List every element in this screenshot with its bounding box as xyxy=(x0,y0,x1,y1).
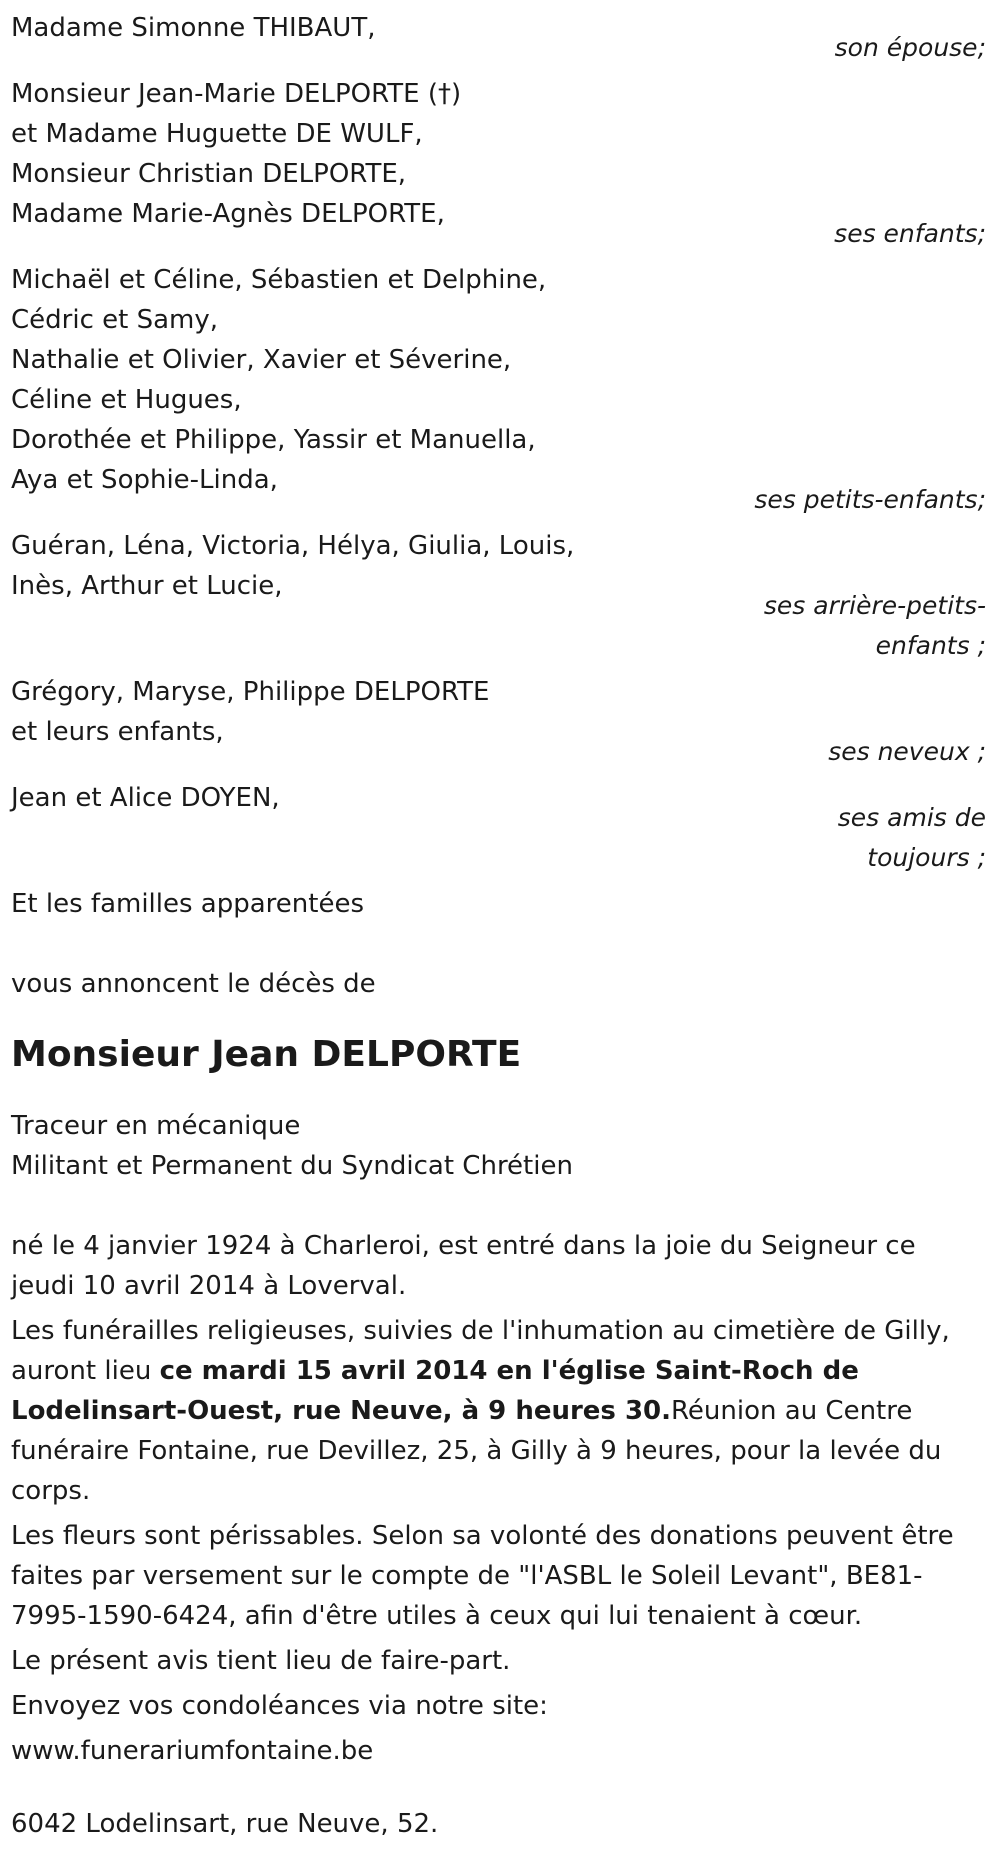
family-group-nephews xyxy=(11,672,986,772)
family-line: Grégory, Maryse, Philippe DELPORTE xyxy=(11,677,490,707)
birth-death-paragraph: né le 4 janvier 1924 à Charleroi, est entré dans la joie du Seigneur ce jeudi 10 avril 2014 à Loverval. xyxy=(11,1231,916,1301)
family-role: toujours ; xyxy=(867,843,986,872)
family-role: ses amis de xyxy=(837,803,986,832)
family-line: Jean et Alice DOYEN, xyxy=(11,783,280,813)
funeral-paragraph xyxy=(11,1311,986,1511)
family-line: Aya et Sophie-Linda, xyxy=(11,465,278,495)
family-group-children xyxy=(11,74,986,254)
family-line: Dorothée et Philippe, Yassir et Manuella, xyxy=(11,425,536,455)
family-group-grandchildren xyxy=(11,260,986,520)
family-role: ses petits-enfants; xyxy=(754,485,986,514)
flowers-paragraph: Les fleurs sont périssables. Selon sa volonté des donations peuvent être faites par versement sur le compte de "l'ASBL le Soleil Levant", BE81-7995-1590-6424, afin d'être utiles à ceux qui lui tenaient à cœur. xyxy=(11,1521,954,1631)
family-line: Michaël et Céline, Sébastien et Delphine, xyxy=(11,265,547,295)
condolences-paragraph: Envoyez vos condoléances via notre site: xyxy=(11,1691,548,1721)
family-role: enfants ; xyxy=(875,631,986,660)
obituary-page xyxy=(11,8,986,1849)
announce-line: vous annoncent le décès de xyxy=(11,969,376,999)
family-role: son épouse; xyxy=(834,33,986,62)
family-line: Monsieur Jean-Marie DELPORTE (†) xyxy=(11,79,462,109)
family-line: Monsieur Christian DELPORTE, xyxy=(11,159,407,189)
family-group-friends xyxy=(11,778,986,878)
funeral-details: ce mardi 15 avril 2014 en l'église Saint-Roch de Lodelinsart-Ouest, rue Neuve, à 9 heures 30. xyxy=(11,1356,859,1426)
deceased-name: Monsieur Jean DELPORTE xyxy=(11,1034,522,1075)
profession-line: Militant et Permanent du Syndicat Chrétien xyxy=(11,1151,573,1181)
funeral-intro: Les funérailles religieuses, suivies de l'inhumation au cimetière de Gilly, auront lieu xyxy=(11,1316,950,1386)
family-line: Nathalie et Olivier, Xavier et Séverine, xyxy=(11,345,512,375)
family-line: Madame Marie-Agnès DELPORTE, xyxy=(11,199,445,229)
family-role: ses enfants; xyxy=(834,219,986,248)
family-line: Céline et Hugues, xyxy=(11,385,242,415)
website-link[interactable]: www.funerariumfontaine.be xyxy=(11,1736,374,1766)
address-line: 6042 Lodelinsart, rue Neuve, 52. xyxy=(11,1809,439,1839)
family-line: et leurs enfants, xyxy=(11,717,224,747)
family-line: Inès, Arthur et Lucie, xyxy=(11,571,283,601)
family-group-spouse xyxy=(11,8,986,68)
family-group-great-grandchildren xyxy=(11,526,986,666)
funeral-gathering: Réunion au Centre funéraire Fontaine, rue Devillez, 25, à Gilly à 9 heures, pour la levée du corps. xyxy=(11,1396,942,1506)
family-line: et Madame Huguette DE WULF, xyxy=(11,119,423,149)
family-role: ses arrière-petits- xyxy=(763,591,986,620)
notice-paragraph: Le présent avis tient lieu de faire-part. xyxy=(11,1646,511,1676)
family-line: Madame Simonne THIBAUT, xyxy=(11,13,376,43)
family-line: Cédric et Samy, xyxy=(11,305,218,335)
family-line: Guéran, Léna, Victoria, Hélya, Giulia, Louis, xyxy=(11,531,575,561)
profession-line: Traceur en mécanique xyxy=(11,1111,301,1141)
family-role: ses neveux ; xyxy=(828,737,986,766)
relatives-line: Et les familles apparentées xyxy=(11,889,365,919)
